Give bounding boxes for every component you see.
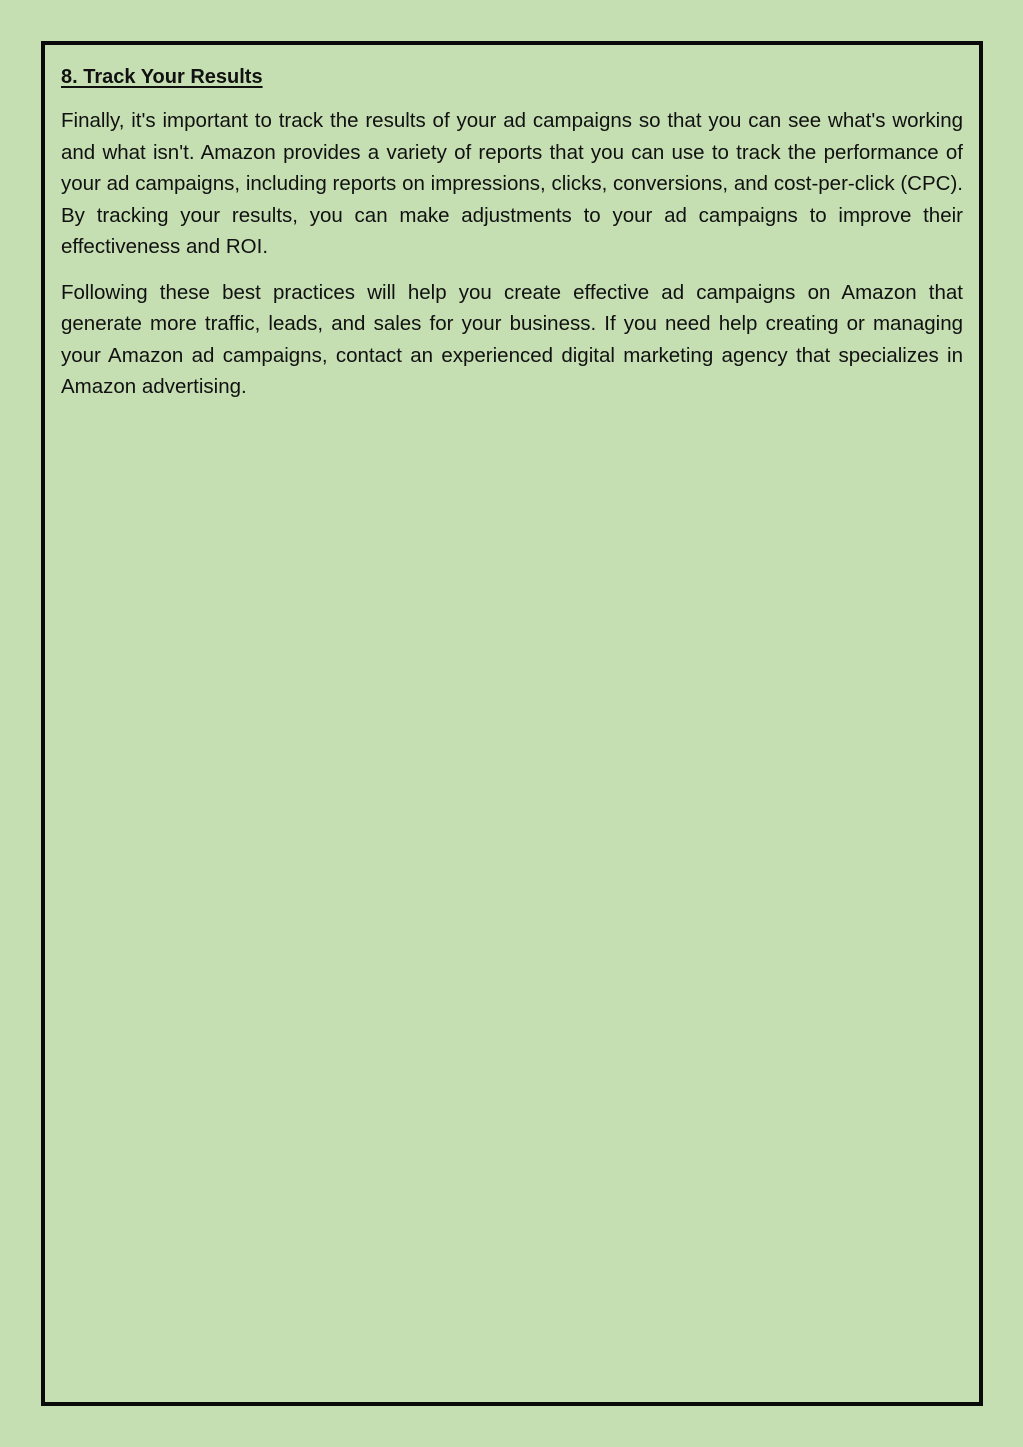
section-heading: 8. Track Your Results xyxy=(61,66,263,88)
page-border-frame xyxy=(41,41,983,1406)
paragraph-track-results: Finally, it's important to track the results of your ad campaigns so that you can see what's working and what isn't. Amazon provides a variety of reports that you can use to track the performance of your ad campaigns, including reports on impressions, clicks, conversions, and cost-per-click (CPC). By tracking your results, you can make adjustments to your ad campaigns to improve their effectiveness and ROI. xyxy=(61,109,963,258)
paragraph-best-practices: Following these best practices will help you create effective ad campaigns on Amazon that generate more traffic, leads, and sales for your business. If you need help creating or managing your Amazon ad campaigns, contact an experienced digital marketing agency that specializes in Amazon advertising. xyxy=(61,280,963,398)
document-content xyxy=(61,63,963,417)
